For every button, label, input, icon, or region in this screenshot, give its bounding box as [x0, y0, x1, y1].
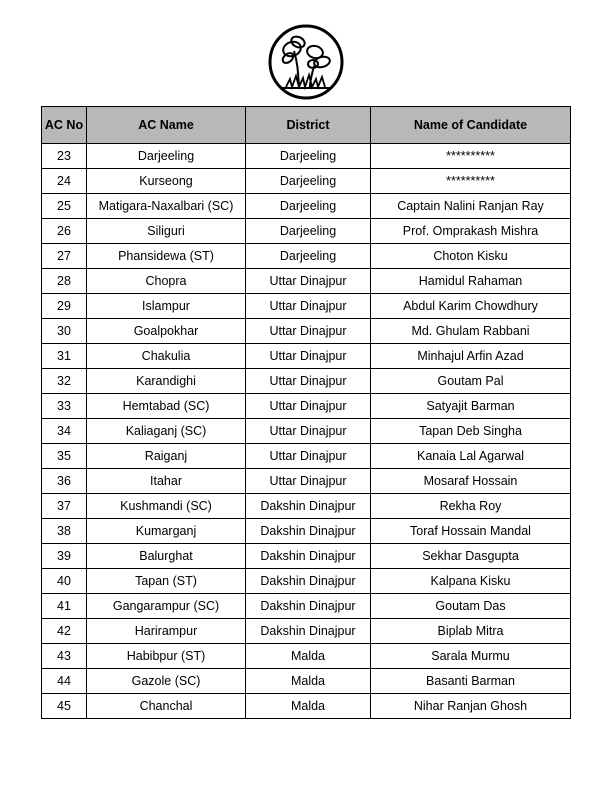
cell-ac-name: Kumarganj	[87, 519, 246, 544]
cell-ac-name: Gazole (SC)	[87, 669, 246, 694]
table-header-row	[42, 107, 571, 144]
cell-ac-no: 35	[42, 444, 87, 469]
cell-ac-name: Gangarampur (SC)	[87, 594, 246, 619]
table-row	[42, 294, 571, 319]
cell-ac-name: Islampur	[87, 294, 246, 319]
cell-ac-name: Balurghat	[87, 544, 246, 569]
table-row	[42, 494, 571, 519]
cell-district: Dakshin Dinajpur	[246, 594, 371, 619]
table-row	[42, 469, 571, 494]
cell-district: Dakshin Dinajpur	[246, 544, 371, 569]
table-row	[42, 694, 571, 719]
cell-ac-name: Tapan (ST)	[87, 569, 246, 594]
cell-ac-name: Kurseong	[87, 169, 246, 194]
cell-ac-no: 29	[42, 294, 87, 319]
cell-ac-no: 38	[42, 519, 87, 544]
cell-district: Malda	[246, 694, 371, 719]
table-row	[42, 369, 571, 394]
cell-ac-name: Goalpokhar	[87, 319, 246, 344]
cell-ac-no: 36	[42, 469, 87, 494]
table-row	[42, 244, 571, 269]
table-row	[42, 569, 571, 594]
candidate-table	[41, 106, 571, 719]
table-row	[42, 219, 571, 244]
cell-ac-name: Itahar	[87, 469, 246, 494]
table-row	[42, 544, 571, 569]
cell-district: Uttar Dinajpur	[246, 269, 371, 294]
cell-candidate-name: Goutam Pal	[371, 369, 571, 394]
cell-candidate-name: Goutam Das	[371, 594, 571, 619]
table-body	[42, 144, 571, 719]
cell-candidate-name: Captain Nalini Ranjan Ray	[371, 194, 571, 219]
table-row	[42, 444, 571, 469]
cell-ac-name: Phansidewa (ST)	[87, 244, 246, 269]
cell-district: Uttar Dinajpur	[246, 444, 371, 469]
cell-candidate-name: Prof. Omprakash Mishra	[371, 219, 571, 244]
cell-candidate-name: **********	[371, 144, 571, 169]
cell-district: Dakshin Dinajpur	[246, 619, 371, 644]
header-district: District	[246, 107, 371, 144]
table-row	[42, 269, 571, 294]
table-row	[42, 144, 571, 169]
cell-candidate-name: Nihar Ranjan Ghosh	[371, 694, 571, 719]
cell-ac-name: Kushmandi (SC)	[87, 494, 246, 519]
table-row	[42, 594, 571, 619]
cell-candidate-name: Satyajit Barman	[371, 394, 571, 419]
cell-district: Uttar Dinajpur	[246, 369, 371, 394]
cell-ac-no: 25	[42, 194, 87, 219]
table-row	[42, 669, 571, 694]
cell-district: Darjeeling	[246, 244, 371, 269]
cell-ac-no: 26	[42, 219, 87, 244]
cell-candidate-name: Hamidul Rahaman	[371, 269, 571, 294]
cell-district: Uttar Dinajpur	[246, 294, 371, 319]
cell-ac-no: 40	[42, 569, 87, 594]
cell-ac-name: Kaliaganj (SC)	[87, 419, 246, 444]
cell-candidate-name: Mosaraf Hossain	[371, 469, 571, 494]
cell-district: Uttar Dinajpur	[246, 394, 371, 419]
cell-ac-name: Hemtabad (SC)	[87, 394, 246, 419]
cell-ac-no: 33	[42, 394, 87, 419]
cell-district: Darjeeling	[246, 194, 371, 219]
table-row	[42, 644, 571, 669]
header-ac-name: AC Name	[87, 107, 246, 144]
cell-ac-no: 23	[42, 144, 87, 169]
table-row	[42, 194, 571, 219]
cell-ac-no: 32	[42, 369, 87, 394]
header-candidate-name: Name of Candidate	[371, 107, 571, 144]
tmc-flower-grass-icon	[268, 24, 344, 100]
table-row	[42, 344, 571, 369]
cell-ac-no: 45	[42, 694, 87, 719]
table-row	[42, 319, 571, 344]
cell-district: Uttar Dinajpur	[246, 419, 371, 444]
cell-candidate-name: Md. Ghulam Rabbani	[371, 319, 571, 344]
cell-district: Dakshin Dinajpur	[246, 494, 371, 519]
cell-ac-name: Siliguri	[87, 219, 246, 244]
cell-candidate-name: Abdul Karim Chowdhury	[371, 294, 571, 319]
header-ac-no: AC No	[42, 107, 87, 144]
cell-district: Malda	[246, 644, 371, 669]
cell-ac-name: Harirampur	[87, 619, 246, 644]
cell-district: Uttar Dinajpur	[246, 469, 371, 494]
cell-candidate-name: Rekha Roy	[371, 494, 571, 519]
table-row	[42, 419, 571, 444]
cell-ac-no: 34	[42, 419, 87, 444]
cell-ac-no: 24	[42, 169, 87, 194]
cell-ac-no: 28	[42, 269, 87, 294]
cell-ac-name: Habibpur (ST)	[87, 644, 246, 669]
cell-ac-no: 39	[42, 544, 87, 569]
cell-candidate-name: Toraf Hossain Mandal	[371, 519, 571, 544]
cell-candidate-name: Kanaia Lal Agarwal	[371, 444, 571, 469]
cell-ac-no: 43	[42, 644, 87, 669]
cell-candidate-name: Choton Kisku	[371, 244, 571, 269]
cell-ac-no: 31	[42, 344, 87, 369]
cell-district: Darjeeling	[246, 144, 371, 169]
cell-candidate-name: Sekhar Dasgupta	[371, 544, 571, 569]
cell-candidate-name: Kalpana Kisku	[371, 569, 571, 594]
cell-candidate-name: **********	[371, 169, 571, 194]
cell-district: Dakshin Dinajpur	[246, 569, 371, 594]
cell-ac-no: 41	[42, 594, 87, 619]
cell-ac-name: Chakulia	[87, 344, 246, 369]
table-row	[42, 519, 571, 544]
cell-ac-no: 44	[42, 669, 87, 694]
cell-ac-no: 42	[42, 619, 87, 644]
cell-ac-name: Raiganj	[87, 444, 246, 469]
cell-ac-name: Chanchal	[87, 694, 246, 719]
cell-ac-no: 37	[42, 494, 87, 519]
cell-candidate-name: Tapan Deb Singha	[371, 419, 571, 444]
cell-ac-no: 27	[42, 244, 87, 269]
cell-district: Darjeeling	[246, 169, 371, 194]
cell-district: Uttar Dinajpur	[246, 344, 371, 369]
table-row	[42, 169, 571, 194]
cell-ac-name: Matigara-Naxalbari (SC)	[87, 194, 246, 219]
table-row	[42, 619, 571, 644]
cell-candidate-name: Biplab Mitra	[371, 619, 571, 644]
cell-district: Dakshin Dinajpur	[246, 519, 371, 544]
cell-district: Uttar Dinajpur	[246, 319, 371, 344]
cell-ac-name: Darjeeling	[87, 144, 246, 169]
cell-ac-no: 30	[42, 319, 87, 344]
cell-candidate-name: Sarala Murmu	[371, 644, 571, 669]
cell-candidate-name: Basanti Barman	[371, 669, 571, 694]
table-row	[42, 394, 571, 419]
cell-district: Darjeeling	[246, 219, 371, 244]
cell-district: Malda	[246, 669, 371, 694]
cell-candidate-name: Minhajul Arfin Azad	[371, 344, 571, 369]
cell-ac-name: Karandighi	[87, 369, 246, 394]
cell-ac-name: Chopra	[87, 269, 246, 294]
